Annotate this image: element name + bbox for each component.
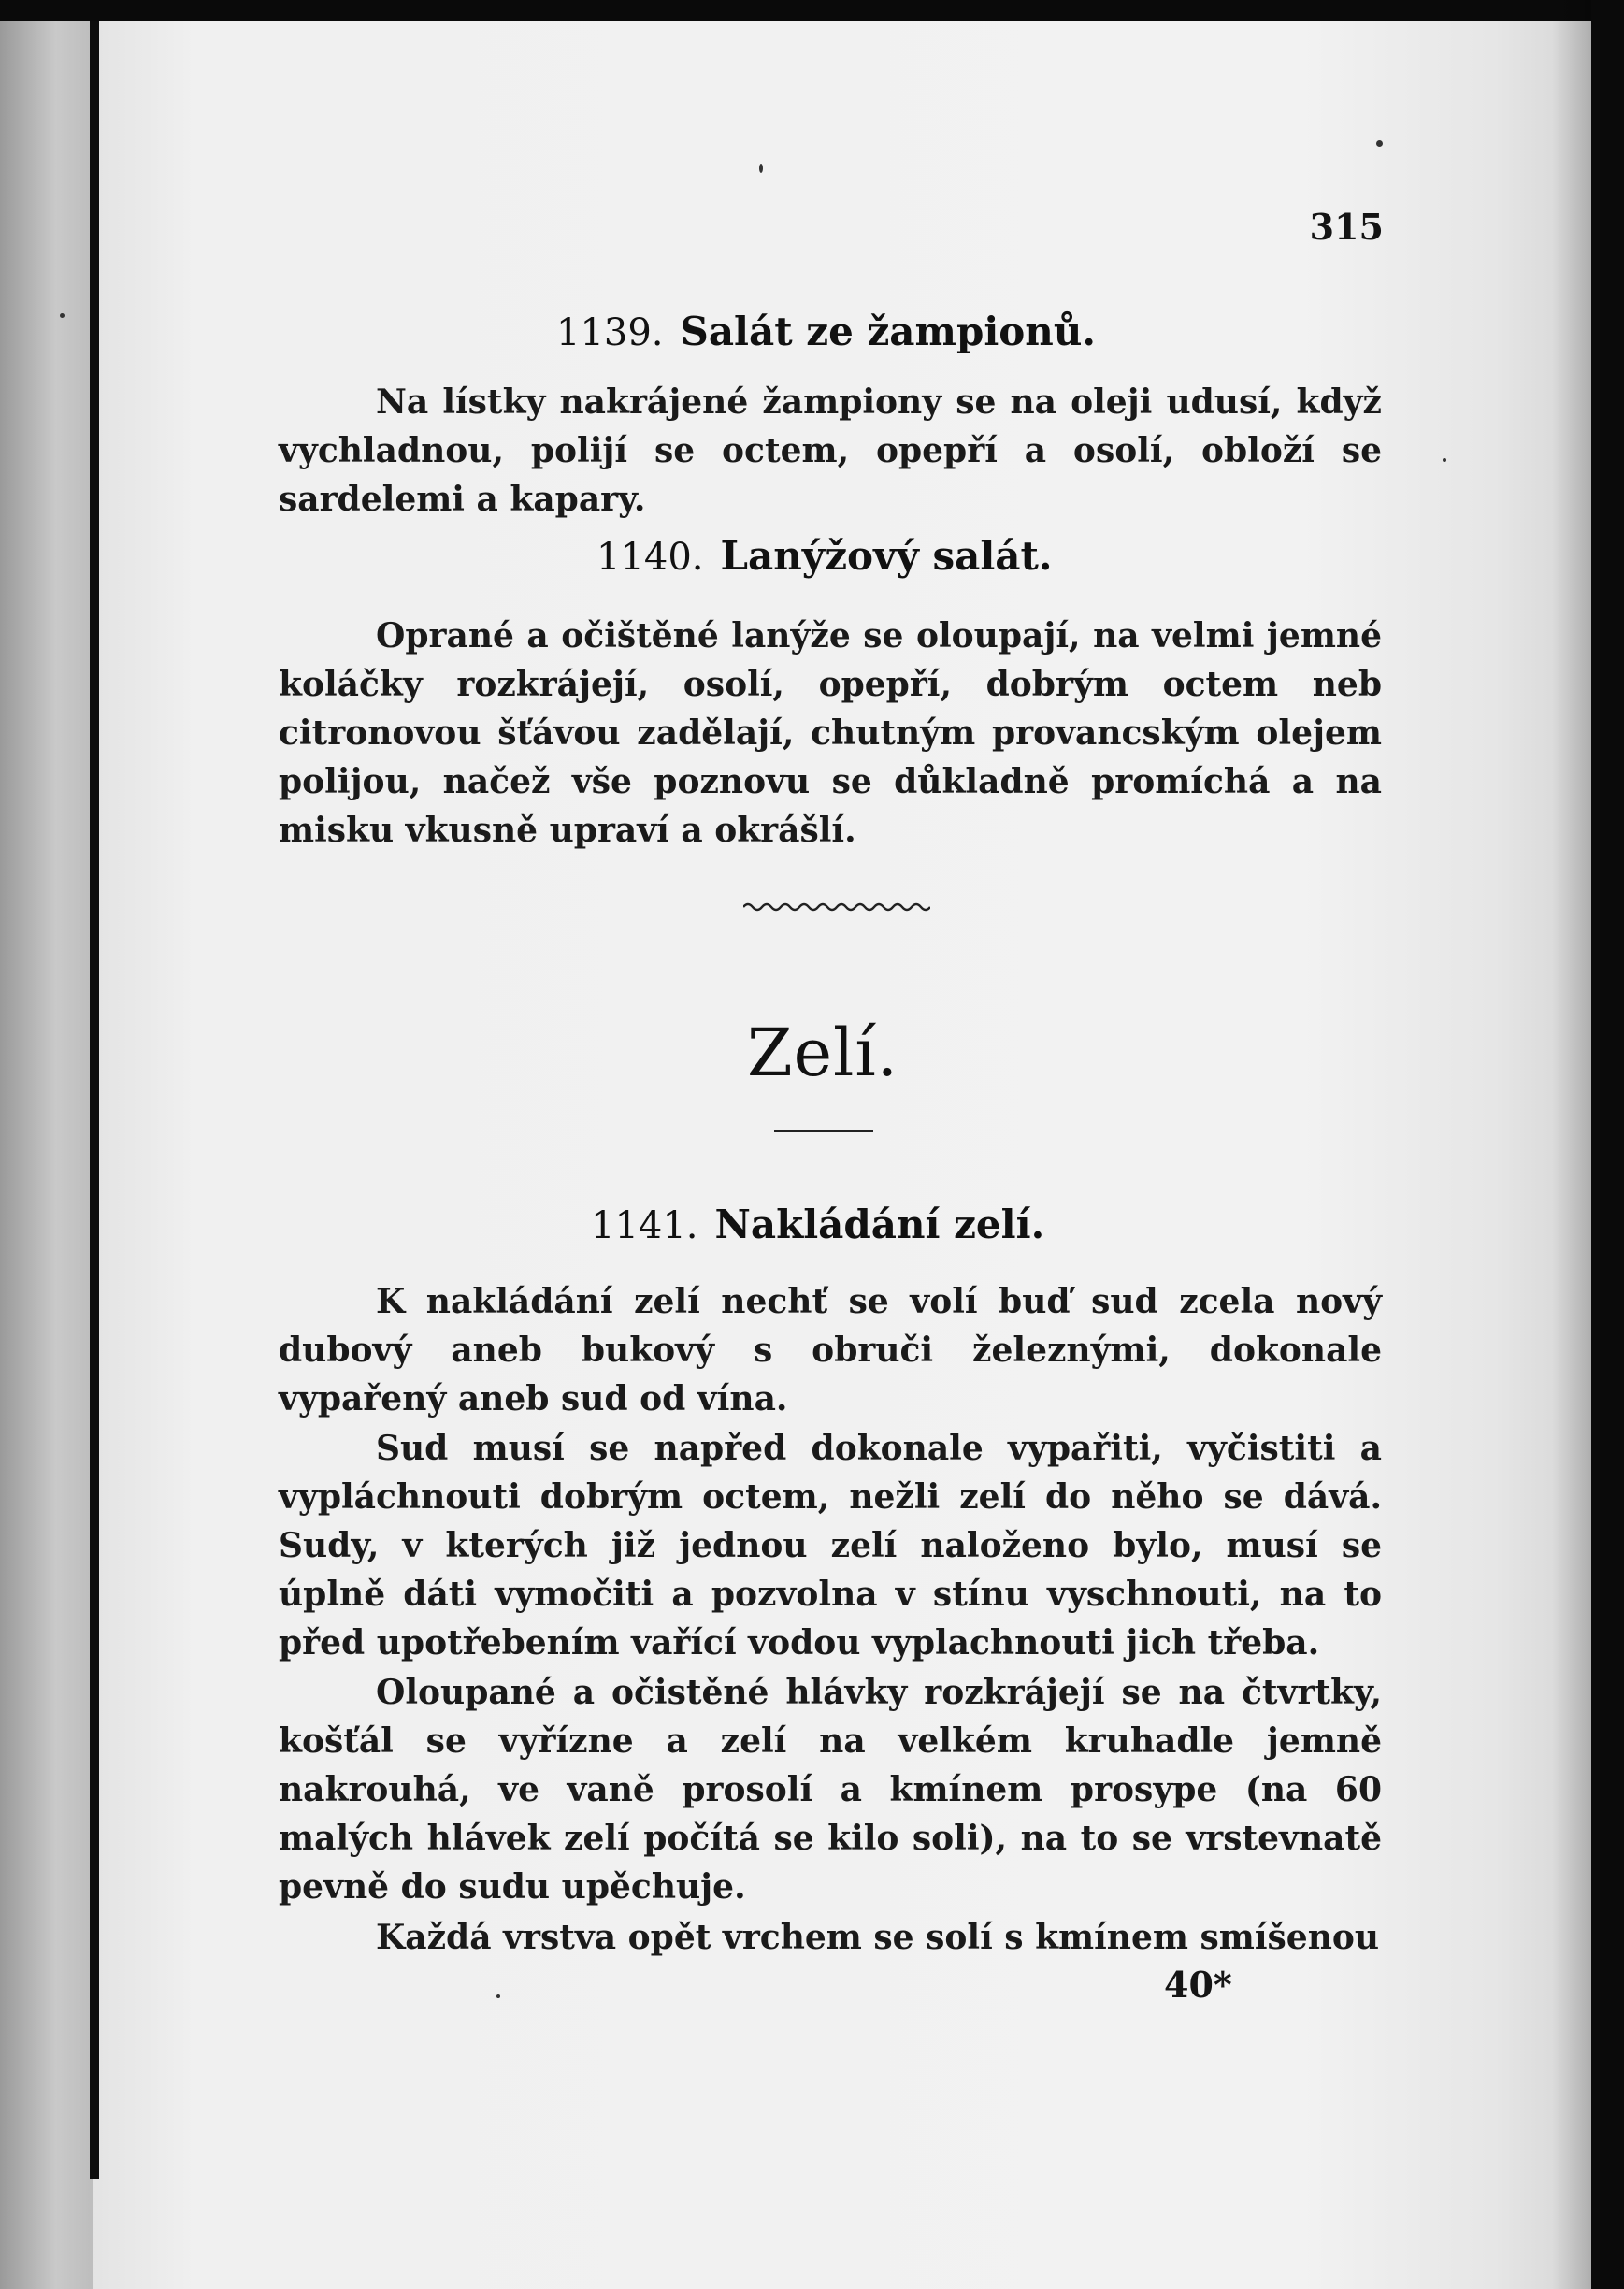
- recipe-number: 1141.: [591, 1204, 698, 1247]
- printer-signature-mark: 40*: [1164, 1964, 1232, 2006]
- right-scan-edge: [1591, 0, 1624, 2289]
- wavy-divider-ornament: [743, 900, 930, 918]
- binding-shadow: [0, 0, 93, 2289]
- recipe-paragraph: K nakládání zelí nechť se volí buď sud zcela nový dubový aneb bukový s obruči železnými, dokonale vypařený aneb sud od vína.: [279, 1282, 1382, 1418]
- scan-speck: [60, 313, 65, 318]
- scan-speck: [496, 1994, 500, 1998]
- recipe-paragraph: Oprané a očištěné lanýže se oloupají, na velmi jemné koláčky rozkrájejí, osolí, opepří, dobrým octem neb citronovou šťávou zadělají, chutným provancským olejem polijou, načež vše poznovu se důkladně promíchá a na misku vkusně upraví a okrášlí.: [279, 616, 1382, 850]
- recipe-paragraph: Sud musí se napřed dokonale vypařiti, vyčistiti a vypláchnouti dobrým octem, nežli zelí do něho se dává. Sudy, v kterých již jednou zelí naloženo bylo, musí se úplně dáti vymočiti a pozvolna v stínu vyschnouti, na to před upotřebením vařící vodou vyplachnouti jich třeba.: [279, 1429, 1382, 1663]
- recipe-paragraph: Oloupané a očistěné hlávky rozkrájejí se na čtvrtky, košťál se vyřízne a zelí na velkém kruhadle jemně nakrouhá, ve vaně prosolí a kmínem prosype (na 60 malých hlávek zelí počítá se kilo soli), na to se vrstevnatě pevně do sudu upěchuje.: [279, 1673, 1382, 1907]
- recipe-title: Salát ze žampionů.: [680, 309, 1096, 354]
- recipe-title: Nakládání zelí.: [714, 1202, 1045, 1247]
- recipe-paragraph: Na lístky nakrájené žampiony se na oleji udusí, když vychladnou, polijí se octem, opepří a osolí, obloží se sardelemi a kapary.: [279, 382, 1382, 519]
- scan-speck: [759, 164, 763, 173]
- top-scan-edge: [0, 0, 1624, 21]
- recipe-paragraph: Každá vrstva opět vrchem se solí s kmínem smíšenou: [376, 1918, 1380, 1957]
- recipe-number: 1139.: [556, 311, 664, 354]
- recipe-heading-1141: [591, 1202, 1044, 1247]
- recipe-heading-1139: [556, 309, 1096, 354]
- recipe-heading-1140: [596, 533, 1053, 579]
- page-edge-line: [90, 9, 99, 2179]
- page-number: 315: [1309, 206, 1384, 248]
- scan-speck: [1376, 140, 1383, 147]
- right-page-shade: [1552, 0, 1591, 2289]
- scan-speck: [1443, 458, 1446, 462]
- section-title: Zelí.: [746, 1015, 899, 1091]
- recipe-number: 1140.: [596, 536, 704, 579]
- recipe-title: Lanýžový salát.: [720, 533, 1053, 579]
- section-underline: [774, 1130, 873, 1132]
